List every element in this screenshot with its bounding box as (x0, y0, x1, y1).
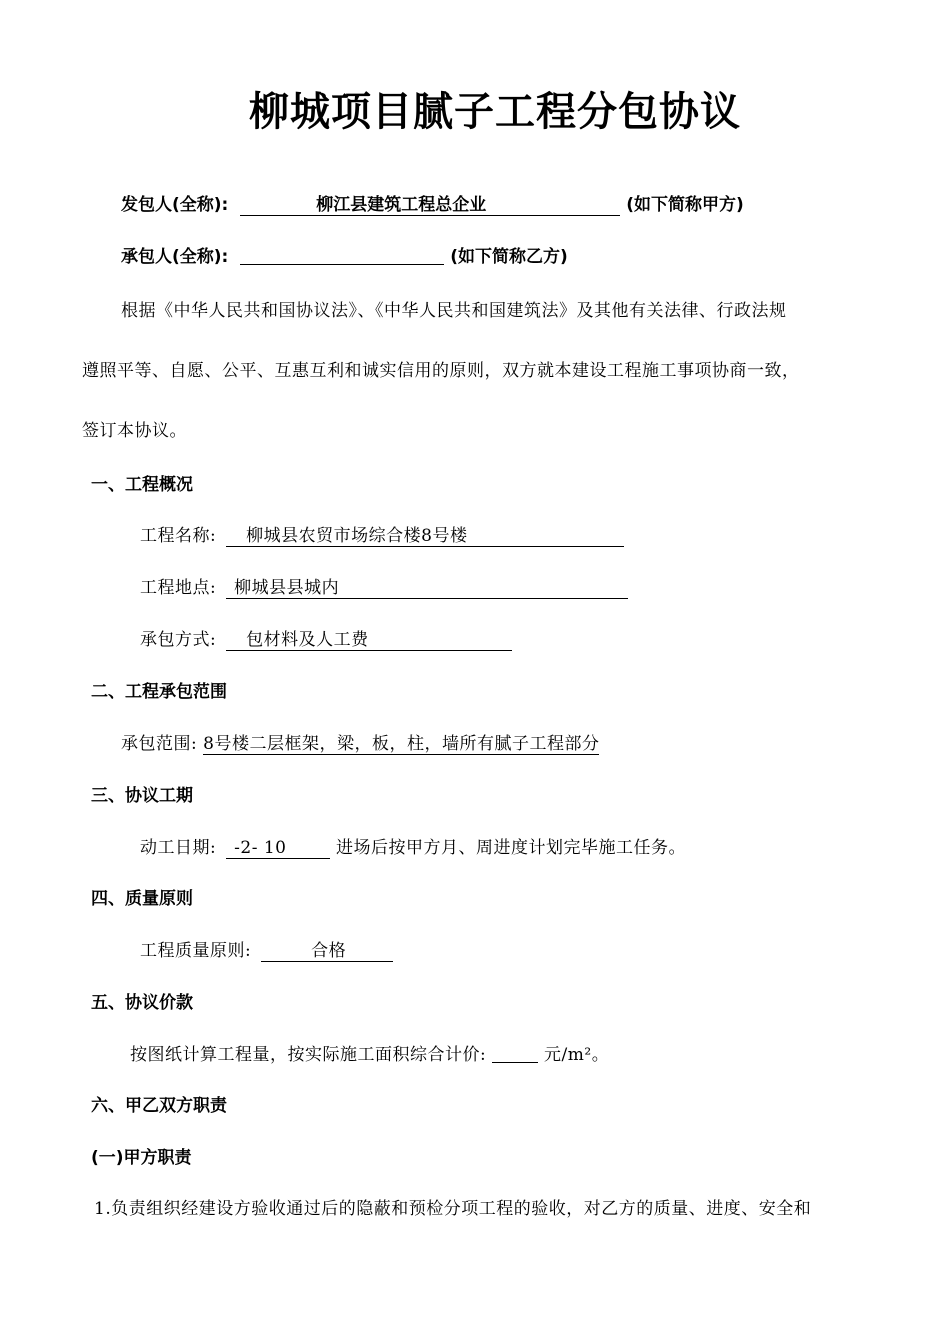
quality-label: 工程质量原则: (140, 941, 252, 961)
contract-mode-value: 包材料及人工费 (246, 630, 369, 650)
section-6-subheading: (一)甲方职责 (91, 1148, 192, 1168)
contractor-suffix: (如下简称乙方) (450, 247, 568, 267)
project-name-row (140, 521, 624, 547)
start-date-field (226, 838, 330, 859)
section-4-heading: 四、质量原则 (91, 889, 193, 909)
project-name-field (226, 521, 624, 547)
price-text: 按图纸计算工程量，按实际施工面积综合计价: (130, 1045, 487, 1065)
contractor-row (121, 242, 568, 267)
project-location-row (140, 573, 628, 599)
section-6-heading: 六、甲乙双方职责 (91, 1096, 227, 1116)
scope-label: 承包范围: (121, 734, 198, 754)
contract-mode-label: 承包方式: (140, 630, 217, 650)
employer-row (121, 190, 744, 216)
start-date-label: 动工日期: (140, 838, 217, 858)
section-1-heading: 一、工程概况 (91, 475, 193, 495)
page-title: 柳城项目腻子工程分包协议 (249, 89, 741, 135)
section-6-item-1: 1.负责组织经建设方验收通过后的隐蔽和预检分项工程的验收，对乙方的质量、进度、安全和 (94, 1199, 812, 1219)
section-2-heading: 二、工程承包范围 (91, 682, 227, 702)
preamble-line-2: 遵照平等、自愿、公平、互惠互利和诚实信用的原则，双方就本建设工程施工事项协商一致， (82, 361, 800, 381)
employer-label: 发包人(全称): (121, 195, 229, 215)
quality-row (140, 936, 393, 962)
quality-value: 合格 (311, 941, 347, 961)
preamble-line-1: 根据《中华人民共和国协议法》、《中华人民共和国建筑法》及其他有关法律、行政法规 (121, 301, 787, 321)
employer-name: 柳江县建筑工程总企业 (316, 195, 487, 215)
employer-suffix: (如下简称甲方) (626, 195, 744, 215)
quality-field (261, 936, 393, 962)
section-3-heading: 三、协议工期 (91, 786, 193, 806)
contract-mode-row (140, 625, 512, 651)
scope-value: 8号楼二层框架，梁，板，柱，墙所有腻子工程部分 (203, 729, 599, 755)
contract-mode-field (226, 625, 512, 651)
price-field (492, 1044, 538, 1063)
employer-name-field (240, 190, 620, 216)
price-unit: 元/m²。 (544, 1045, 610, 1065)
project-location-label: 工程地点: (140, 578, 217, 598)
project-name-label: 工程名称: (140, 526, 217, 546)
project-name-value: 柳城县农贸市场综合楼8号楼 (246, 526, 468, 546)
contractor-label: 承包人(全称): (121, 247, 229, 267)
project-location-field (226, 573, 628, 599)
start-date-row (140, 833, 686, 859)
contractor-name-field (240, 246, 444, 265)
scope-row (121, 729, 599, 755)
project-location-value: 柳城县县城内 (234, 578, 340, 598)
section-5-heading: 五、协议价款 (91, 993, 193, 1013)
start-date-value: -2- 10 (234, 838, 287, 858)
preamble-line-3: 签订本协议。 (82, 421, 187, 441)
start-date-suffix: 进场后按甲方月、周进度计划完毕施工任务。 (336, 838, 687, 858)
price-row (130, 1040, 609, 1065)
